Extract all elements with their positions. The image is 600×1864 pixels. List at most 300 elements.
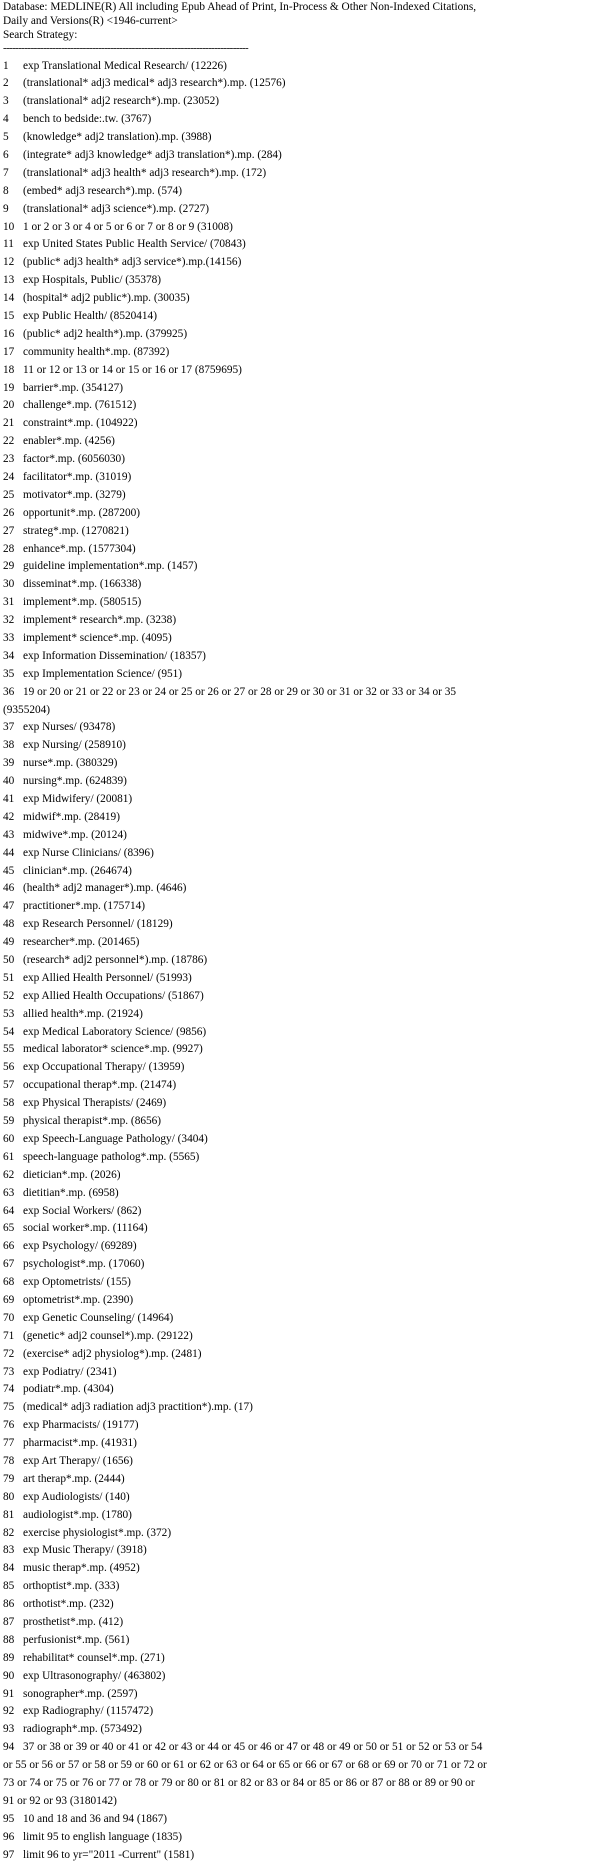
search-line-number: 86 xyxy=(3,1596,14,1614)
search-line-text: enhance*.mp. (1577304) xyxy=(23,541,136,559)
search-line xyxy=(0,791,600,809)
search-line-continuation xyxy=(0,1775,600,1793)
search-line-number: 8 xyxy=(3,183,9,201)
search-line-number: 85 xyxy=(3,1578,14,1596)
search-line-text: limit 96 to yr="2011 -Current" (1581) xyxy=(23,1847,194,1864)
search-line xyxy=(0,290,600,308)
search-line xyxy=(0,952,600,970)
search-line-number: 41 xyxy=(3,791,14,809)
search-line-text: exp Speech-Language Pathology/ (3404) xyxy=(23,1131,208,1149)
search-line xyxy=(0,415,600,433)
search-line xyxy=(0,165,600,183)
search-line-text: community health*.mp. (87392) xyxy=(23,344,169,362)
search-line-text: 37 or 38 or 39 or 40 or 41 or 42 or 43 or 44 or 45 or 46 or 47 or 48 or 49 or 50 or 51 or 52 or 53 or 54 xyxy=(23,1739,482,1757)
search-line-text: implement* science*.mp. (4095) xyxy=(23,630,172,648)
search-line-number: 19 xyxy=(3,380,14,398)
search-line-number: 37 xyxy=(3,719,14,737)
search-line-text: occupational therap*.mp. (21474) xyxy=(23,1077,176,1095)
search-line-text: 19 or 20 or 21 or 22 or 23 or 24 or 25 or 26 or 27 or 28 or 29 or 30 or 31 or 32 or 33 or 34 or 35 xyxy=(23,684,456,702)
search-line-text: dietitian*.mp. (6958) xyxy=(23,1185,119,1203)
search-line xyxy=(0,1739,600,1757)
search-line-number: 28 xyxy=(3,541,14,559)
search-line xyxy=(0,1399,600,1417)
search-line xyxy=(0,630,600,648)
search-line-text: (translational* adj2 research*).mp. (23052) xyxy=(23,93,219,111)
search-line xyxy=(0,1238,600,1256)
search-line-text: exp Music Therapy/ (3918) xyxy=(23,1542,147,1560)
search-line xyxy=(0,1113,600,1131)
search-line xyxy=(0,147,600,165)
search-line-number: 75 xyxy=(3,1399,14,1417)
search-line-text: exp Podiatry/ (2341) xyxy=(23,1364,117,1382)
search-line xyxy=(0,1650,600,1668)
search-line xyxy=(0,1131,600,1149)
search-line xyxy=(0,1435,600,1453)
search-line-text: art therap*.mp. (2444) xyxy=(23,1471,125,1489)
search-line-number: 78 xyxy=(3,1453,14,1471)
search-line-number: 2 xyxy=(3,75,9,93)
search-lines-list xyxy=(0,58,600,1864)
search-line xyxy=(0,576,600,594)
search-line-text: limit 95 to english language (1835) xyxy=(23,1829,182,1847)
search-line-text: optometrist*.mp. (2390) xyxy=(23,1292,133,1310)
search-line-number: 29 xyxy=(3,558,14,576)
search-line xyxy=(0,541,600,559)
search-line xyxy=(0,1525,600,1543)
search-line-text: exp Psychology/ (69289) xyxy=(23,1238,137,1256)
search-line-number: 32 xyxy=(3,612,14,630)
search-line-number: 93 xyxy=(3,1721,14,1739)
search-line-number: 91 xyxy=(3,1686,14,1704)
search-line-text: orthotist*.mp. (232) xyxy=(23,1596,114,1614)
search-line-number: 59 xyxy=(3,1113,14,1131)
search-line xyxy=(0,558,600,576)
search-line xyxy=(0,1560,600,1578)
search-line-text: perfusionist*.mp. (561) xyxy=(23,1632,129,1650)
search-line xyxy=(0,1507,600,1525)
search-line-text: implement*.mp. (580515) xyxy=(23,594,141,612)
search-line-number: 71 xyxy=(3,1328,14,1346)
search-line-text: exp Social Workers/ (862) xyxy=(23,1203,141,1221)
search-line-text: exp Implementation Science/ (951) xyxy=(23,666,182,684)
search-line xyxy=(0,934,600,952)
search-line-text: exercise physiologist*.mp. (372) xyxy=(23,1525,171,1543)
search-line-number: 15 xyxy=(3,308,14,326)
search-line xyxy=(0,1417,600,1435)
search-line-number: 23 xyxy=(3,451,14,469)
search-line-text: music therap*.mp. (4952) xyxy=(23,1560,140,1578)
search-line-number: 54 xyxy=(3,1024,14,1042)
search-line xyxy=(0,1203,600,1221)
search-line xyxy=(0,666,600,684)
search-line-number: 51 xyxy=(3,970,14,988)
search-line-text: disseminat*.mp. (166338) xyxy=(23,576,141,594)
search-line xyxy=(0,1364,600,1382)
search-line-text: exp Research Personnel/ (18129) xyxy=(23,916,173,934)
search-line-continuation xyxy=(0,1793,600,1811)
search-line-text: dietician*.mp. (2026) xyxy=(23,1167,121,1185)
search-line-text: exp Allied Health Occupations/ (51867) xyxy=(23,988,204,1006)
search-line-number: 24 xyxy=(3,469,14,487)
search-line xyxy=(0,827,600,845)
search-line-text: barrier*.mp. (354127) xyxy=(23,380,123,398)
search-line-text: prosthetist*.mp. (412) xyxy=(23,1614,123,1632)
search-line-text: exp Pharmacists/ (19177) xyxy=(23,1417,138,1435)
search-line-number: 65 xyxy=(3,1220,14,1238)
search-strategy-heading: Search Strategy: xyxy=(3,28,77,42)
search-line xyxy=(0,1829,600,1847)
search-line-number: 10 xyxy=(3,219,14,237)
search-line xyxy=(0,1668,600,1686)
search-line-number: 7 xyxy=(3,165,9,183)
search-line xyxy=(0,433,600,451)
search-line xyxy=(0,684,600,702)
search-line-text: (public* adj3 health* adj3 service*).mp.(14156) xyxy=(23,254,241,272)
search-line-text: exp Public Health/ (8520414) xyxy=(23,308,157,326)
search-line-number: 95 xyxy=(3,1811,14,1829)
search-line-number: 84 xyxy=(3,1560,14,1578)
search-line xyxy=(0,487,600,505)
search-line xyxy=(0,1596,600,1614)
search-line-text: exp Physical Therapists/ (2469) xyxy=(23,1095,166,1113)
search-line-number: 66 xyxy=(3,1238,14,1256)
search-line-text: (public* adj2 health*).mp. (379925) xyxy=(23,326,187,344)
search-line xyxy=(0,809,600,827)
search-line-text: radiograph*.mp. (573492) xyxy=(23,1721,142,1739)
search-line-text: factor*.mp. (6056030) xyxy=(23,451,125,469)
search-line-number: 88 xyxy=(3,1632,14,1650)
search-line-number: 35 xyxy=(3,666,14,684)
search-line xyxy=(0,863,600,881)
search-line xyxy=(0,1542,600,1560)
search-line-number: 25 xyxy=(3,487,14,505)
search-line-text: exp Occupational Therapy/ (13959) xyxy=(23,1059,184,1077)
search-line-text: exp Allied Health Personnel/ (51993) xyxy=(23,970,192,988)
search-line-number: 68 xyxy=(3,1274,14,1292)
search-line-text: guideline implementation*.mp. (1457) xyxy=(23,558,197,576)
search-line-text: (translational* adj3 medical* adj3 research*).mp. (12576) xyxy=(23,75,286,93)
search-line-number: 56 xyxy=(3,1059,14,1077)
search-line-text: pharmacist*.mp. (41931) xyxy=(23,1435,137,1453)
search-line-text: practitioner*.mp. (175714) xyxy=(23,898,145,916)
search-line-text: exp Nursing/ (258910) xyxy=(23,737,126,755)
search-line-text: motivator*.mp. (3279) xyxy=(23,487,126,505)
search-line-text: exp Nurses/ (93478) xyxy=(23,719,115,737)
search-line-text: exp Nurse Clinicians/ (8396) xyxy=(23,845,154,863)
search-line xyxy=(0,737,600,755)
search-line-text: speech-language patholog*.mp. (5565) xyxy=(23,1149,199,1167)
search-line xyxy=(0,1041,600,1059)
search-line xyxy=(0,1847,600,1864)
search-line-number: 90 xyxy=(3,1668,14,1686)
search-line-text: audiologist*.mp. (1780) xyxy=(23,1507,132,1525)
search-line-number: 67 xyxy=(3,1256,14,1274)
search-line-text: midwive*.mp. (20124) xyxy=(23,827,127,845)
search-line-number: 33 xyxy=(3,630,14,648)
search-line xyxy=(0,93,600,111)
search-line-text: nursing*.mp. (624839) xyxy=(23,773,127,791)
search-line-number: 83 xyxy=(3,1542,14,1560)
search-line-text: rehabilitat* counsel*.mp. (271) xyxy=(23,1650,165,1668)
search-line xyxy=(0,773,600,791)
search-line xyxy=(0,58,600,76)
search-line-number: 73 xyxy=(3,1364,14,1382)
search-line xyxy=(0,75,600,93)
search-line xyxy=(0,469,600,487)
search-line xyxy=(0,1703,600,1721)
search-line xyxy=(0,1024,600,1042)
search-line xyxy=(0,916,600,934)
search-line-number: 22 xyxy=(3,433,14,451)
search-line-number: 18 xyxy=(3,362,14,380)
search-line xyxy=(0,845,600,863)
search-line-text: exp Medical Laboratory Science/ (9856) xyxy=(23,1024,206,1042)
dashed-separator: -------------------------------------------------------------------------------- xyxy=(3,41,248,55)
search-line-number: 44 xyxy=(3,845,14,863)
search-line xyxy=(0,326,600,344)
search-line xyxy=(0,236,600,254)
search-line-number: 1 xyxy=(3,58,9,76)
search-line xyxy=(0,1614,600,1632)
search-line-number: 36 xyxy=(3,684,14,702)
search-line xyxy=(0,755,600,773)
search-line-number: 6 xyxy=(3,147,9,165)
search-line xyxy=(0,1453,600,1471)
search-line xyxy=(0,1578,600,1596)
search-line-text: (health* adj2 manager*).mp. (4646) xyxy=(23,880,186,898)
search-line-text: opportunit*.mp. (287200) xyxy=(23,505,140,523)
search-line xyxy=(0,1381,600,1399)
search-line xyxy=(0,1220,600,1238)
search-line-text: nurse*.mp. (380329) xyxy=(23,755,117,773)
search-line-number: 5 xyxy=(3,129,9,147)
search-line-number: 20 xyxy=(3,397,14,415)
search-line-text: (research* adj2 personnel*).mp. (18786) xyxy=(23,952,207,970)
search-line-number: 80 xyxy=(3,1489,14,1507)
search-line xyxy=(0,129,600,147)
search-line-text: exp United States Public Health Service/ (70843) xyxy=(23,236,246,254)
search-line xyxy=(0,1059,600,1077)
search-line-number: 39 xyxy=(3,755,14,773)
database-versions-line: Daily and Versions(R) <1946-current> xyxy=(3,14,178,28)
search-line-number: 55 xyxy=(3,1041,14,1059)
search-line xyxy=(0,362,600,380)
search-line xyxy=(0,380,600,398)
search-line-number: 52 xyxy=(3,988,14,1006)
search-line xyxy=(0,988,600,1006)
search-line xyxy=(0,1632,600,1650)
search-line-number: 30 xyxy=(3,576,14,594)
search-line-number: 49 xyxy=(3,934,14,952)
search-line-number: 72 xyxy=(3,1346,14,1364)
search-line-number: 53 xyxy=(3,1006,14,1024)
search-line-text: clinician*.mp. (264674) xyxy=(23,863,132,881)
search-line-text: podiatr*.mp. (4304) xyxy=(23,1381,114,1399)
database-line: Database: MEDLINE(R) All including Epub Ahead of Print, In-Process & Other Non-Indexed Citations, xyxy=(3,0,476,14)
search-line-text: challenge*.mp. (761512) xyxy=(23,397,136,415)
search-line-text: exp Information Dissemination/ (18357) xyxy=(23,648,206,666)
search-line-number: 61 xyxy=(3,1149,14,1167)
search-line-text: midwif*.mp. (28419) xyxy=(23,809,120,827)
search-line-number: 48 xyxy=(3,916,14,934)
search-line xyxy=(0,1328,600,1346)
search-line-text: constraint*.mp. (104922) xyxy=(23,415,138,433)
search-line-text: exp Ultrasonography/ (463802) xyxy=(23,1668,165,1686)
search-line xyxy=(0,1167,600,1185)
search-line xyxy=(0,451,600,469)
search-line-text: exp Genetic Counseling/ (14964) xyxy=(23,1310,173,1328)
search-line-number: 82 xyxy=(3,1525,14,1543)
search-line-text: enabler*.mp. (4256) xyxy=(23,433,115,451)
search-line xyxy=(0,1095,600,1113)
search-line-text: exp Hospitals, Public/ (35378) xyxy=(23,272,161,290)
search-line-number: 74 xyxy=(3,1381,14,1399)
search-line-number: 47 xyxy=(3,898,14,916)
search-line-number: 31 xyxy=(3,594,14,612)
search-line xyxy=(0,1721,600,1739)
search-line-number: 79 xyxy=(3,1471,14,1489)
search-line xyxy=(0,880,600,898)
search-line-text: allied health*.mp. (21924) xyxy=(23,1006,143,1024)
search-line xyxy=(0,648,600,666)
search-line xyxy=(0,111,600,129)
search-line xyxy=(0,970,600,988)
search-line-text: implement* research*.mp. (3238) xyxy=(23,612,176,630)
search-line-text: exp Radiography/ (1157472) xyxy=(23,1703,153,1721)
search-line-number: 69 xyxy=(3,1292,14,1310)
search-line-text: exp Midwifery/ (20081) xyxy=(23,791,132,809)
search-line-number: 13 xyxy=(3,272,14,290)
search-line-text: bench to bedside:.tw. (3767) xyxy=(23,111,151,129)
search-line-number: 89 xyxy=(3,1650,14,1668)
search-line-number: 96 xyxy=(3,1829,14,1847)
search-line-text: (medical* adj3 radiation adj3 practition*).mp. (17) xyxy=(23,1399,253,1417)
search-line-text: 10 and 18 and 36 and 94 (1867) xyxy=(23,1811,167,1829)
search-line-number: 21 xyxy=(3,415,14,433)
search-line-number: 92 xyxy=(3,1703,14,1721)
search-line-number: 11 xyxy=(3,236,14,254)
search-line-number: 62 xyxy=(3,1167,14,1185)
search-line-text: psychologist*.mp. (17060) xyxy=(23,1256,144,1274)
search-line-number: 17 xyxy=(3,344,14,362)
search-line xyxy=(0,1006,600,1024)
search-line-number: 38 xyxy=(3,737,14,755)
search-line-number: 94 xyxy=(3,1739,14,1757)
search-line-number: 40 xyxy=(3,773,14,791)
search-line-number: 16 xyxy=(3,326,14,344)
search-line-number: 77 xyxy=(3,1435,14,1453)
search-line xyxy=(0,1149,600,1167)
search-line-number: 97 xyxy=(3,1847,14,1864)
search-line xyxy=(0,201,600,219)
search-line-continuation xyxy=(0,702,600,720)
search-line-text: exp Translational Medical Research/ (12226) xyxy=(23,58,227,76)
search-line xyxy=(0,898,600,916)
search-line-text: 1 or 2 or 3 or 4 or 5 or 6 or 7 or 8 or 9 (31008) xyxy=(23,219,233,237)
search-line-text: 91 or 92 or 93 (3180142) xyxy=(3,1793,117,1811)
search-line xyxy=(0,719,600,737)
search-line-text: exp Art Therapy/ (1656) xyxy=(23,1453,133,1471)
search-line-text: (translational* adj3 science*).mp. (2727) xyxy=(23,201,209,219)
search-line-number: 50 xyxy=(3,952,14,970)
search-line xyxy=(0,1185,600,1203)
search-line xyxy=(0,1346,600,1364)
search-line-text: 11 or 12 or 13 or 14 or 15 or 16 or 17 (8759695) xyxy=(23,362,242,380)
search-line xyxy=(0,1077,600,1095)
search-line xyxy=(0,505,600,523)
search-line xyxy=(0,1256,600,1274)
search-line-number: 46 xyxy=(3,880,14,898)
search-line-text: researcher*.mp. (201465) xyxy=(23,934,139,952)
search-line-text: exp Audiologists/ (140) xyxy=(23,1489,130,1507)
search-line-number: 60 xyxy=(3,1131,14,1149)
search-line xyxy=(0,1274,600,1292)
search-line xyxy=(0,344,600,362)
search-line xyxy=(0,254,600,272)
search-line xyxy=(0,594,600,612)
search-line-text: (hospital* adj2 public*).mp. (30035) xyxy=(23,290,190,308)
search-line-number: 4 xyxy=(3,111,9,129)
search-line xyxy=(0,397,600,415)
search-line-number: 9 xyxy=(3,201,9,219)
search-line-number: 42 xyxy=(3,809,14,827)
search-line-text: medical laborator* science*.mp. (9927) xyxy=(23,1041,203,1059)
search-line-text: 73 or 74 or 75 or 76 or 77 or 78 or 79 or 80 or 81 or 82 or 83 or 84 or 85 or 86 or 87 or 88 or 89 or 90 or xyxy=(3,1775,475,1793)
search-line-number: 14 xyxy=(3,290,14,308)
search-line xyxy=(0,612,600,630)
search-line-number: 26 xyxy=(3,505,14,523)
search-line-number: 57 xyxy=(3,1077,14,1095)
search-line-text: (embed* adj3 research*).mp. (574) xyxy=(23,183,182,201)
search-line-text: (genetic* adj2 counsel*).mp. (29122) xyxy=(23,1328,193,1346)
search-line xyxy=(0,1811,600,1829)
search-line xyxy=(0,1686,600,1704)
search-line-text: orthoptist*.mp. (333) xyxy=(23,1578,119,1596)
search-line xyxy=(0,1310,600,1328)
search-line-number: 27 xyxy=(3,523,14,541)
search-line-text: or 55 or 56 or 57 or 58 or 59 or 60 or 61 or 62 or 63 or 64 or 65 or 66 or 67 or 68 or 69 or 70 or 71 or 72 or xyxy=(3,1757,487,1775)
search-line-number: 70 xyxy=(3,1310,14,1328)
search-line-text: (9355204) xyxy=(3,702,50,720)
search-line-number: 34 xyxy=(3,648,14,666)
search-line-text: strateg*.mp. (1270821) xyxy=(23,523,129,541)
search-line-text: (integrate* adj3 knowledge* adj3 translation*).mp. (284) xyxy=(23,147,282,165)
search-line-number: 81 xyxy=(3,1507,14,1525)
search-line-text: sonographer*.mp. (2597) xyxy=(23,1686,138,1704)
search-line xyxy=(0,219,600,237)
search-line-number: 76 xyxy=(3,1417,14,1435)
search-line-number: 43 xyxy=(3,827,14,845)
search-line-text: exp Optometrists/ (155) xyxy=(23,1274,131,1292)
search-line xyxy=(0,272,600,290)
search-line-number: 3 xyxy=(3,93,9,111)
search-line-text: (translational* adj3 health* adj3 research*).mp. (172) xyxy=(23,165,266,183)
search-line xyxy=(0,308,600,326)
search-line-number: 45 xyxy=(3,863,14,881)
search-line-number: 87 xyxy=(3,1614,14,1632)
search-line-text: (exercise* adj2 physiolog*).mp. (2481) xyxy=(23,1346,202,1364)
search-line xyxy=(0,1471,600,1489)
search-line xyxy=(0,1292,600,1310)
search-line-number: 64 xyxy=(3,1203,14,1221)
search-line-continuation xyxy=(0,1757,600,1775)
search-line xyxy=(0,183,600,201)
search-line xyxy=(0,523,600,541)
search-line-number: 63 xyxy=(3,1185,14,1203)
search-line-text: (knowledge* adj2 translation).mp. (3988) xyxy=(23,129,212,147)
search-line-text: facilitator*.mp. (31019) xyxy=(23,469,131,487)
search-line-text: physical therapist*.mp. (8656) xyxy=(23,1113,161,1131)
